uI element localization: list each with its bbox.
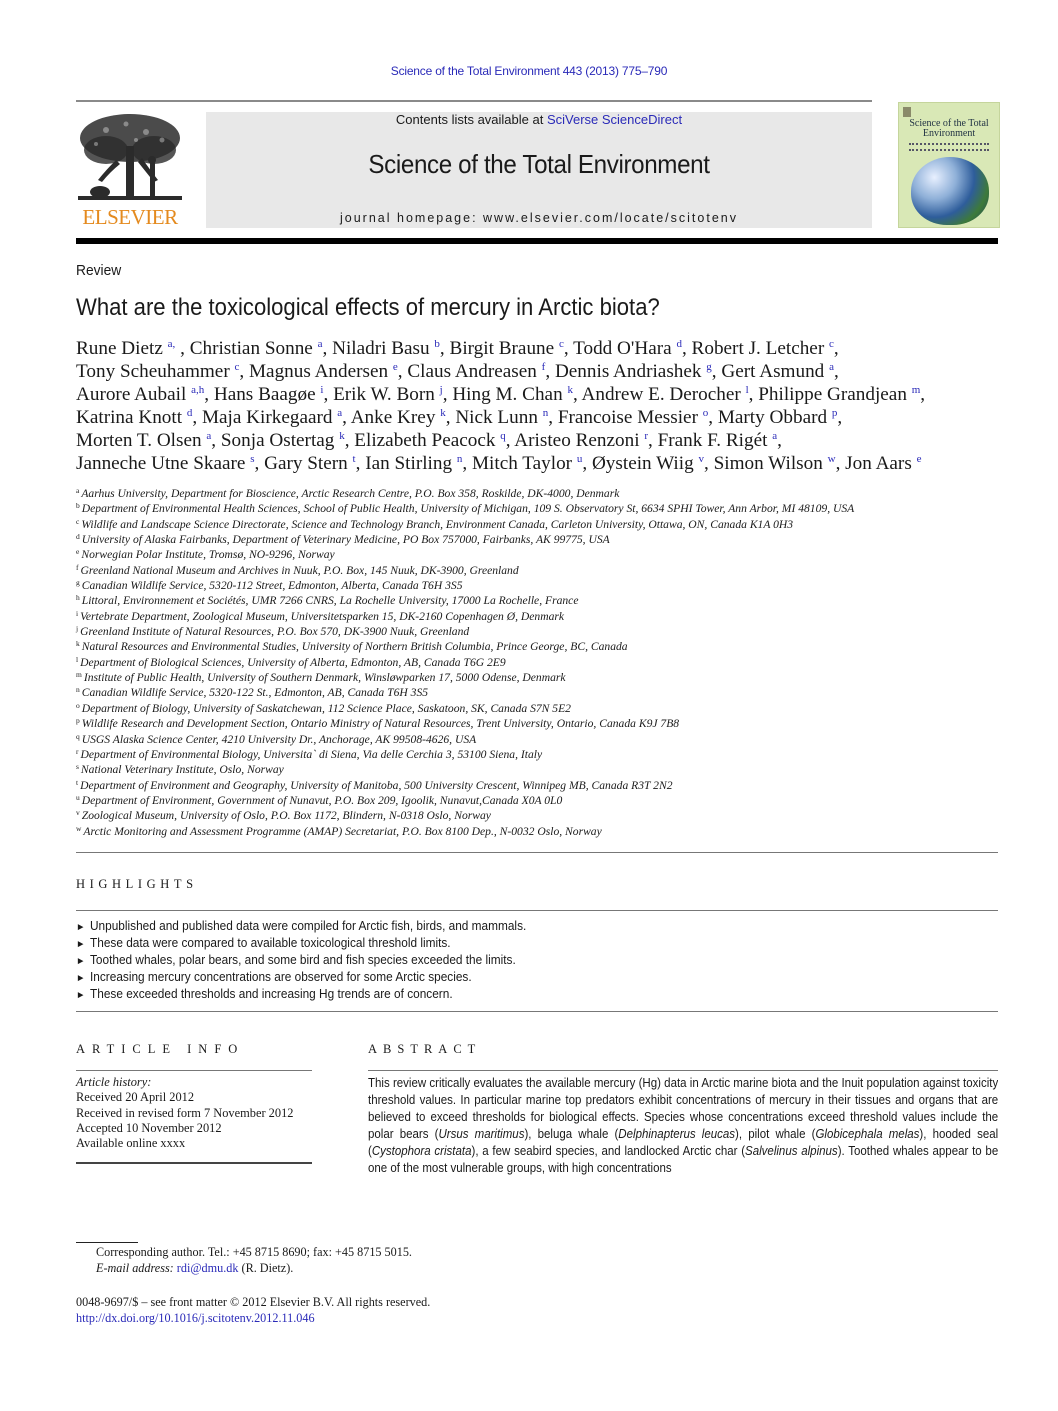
highlights-top-divider — [76, 910, 998, 911]
email-note — [96, 1261, 412, 1277]
article-type: Review — [76, 262, 122, 279]
author-line — [76, 337, 1036, 360]
author-name: Niladri Basu — [332, 338, 430, 359]
email-suffix: (R. Dietz). — [238, 1260, 294, 1275]
affiliation-key: q — [76, 731, 80, 741]
affiliation-text: Institute of Public Health, University of Southern Denmark, Winsløwparken 17, 5000 Odense, Denmark — [83, 671, 566, 685]
elsevier-logo — [76, 110, 184, 230]
species-name: Salvelinus alpinus — [745, 1144, 838, 1158]
author-name: Janneche Utne Skaare — [76, 453, 246, 475]
author-line — [76, 452, 1036, 475]
author-separator: , — [748, 384, 759, 406]
author-name: Tony Scheuhammer — [76, 361, 230, 383]
author-separator: , — [708, 407, 718, 429]
triangle-bullet-icon: ► — [76, 973, 86, 984]
author-affiliation-link[interactable]: e — [392, 361, 398, 374]
author-separator: , — [397, 361, 408, 383]
abstract-text: This review critically evaluates the available mercury (Hg) data in Arctic marine biota and the Inuit population against toxicity threshold values. In particular marine top predators exhibit concentrations of mercury in their tissues and organs that are believed to exceed thresholds for biological effects. Species whose concentrations exceed threshold values include the polar bears ( — [368, 1076, 998, 1141]
author-name: Katrina Knott — [76, 407, 183, 429]
author-separator: , — [322, 338, 333, 359]
author-separator: , — [837, 407, 843, 429]
author-separator: , — [445, 407, 456, 429]
species-name: Ursus maritimus — [438, 1127, 525, 1141]
author-name: Mitch Taylor — [471, 453, 573, 475]
author-name: Hans Baagøe — [213, 384, 316, 406]
affiliation-item — [76, 609, 1036, 624]
article-info-bottom-divider — [76, 1162, 312, 1164]
triangle-bullet-icon: ► — [76, 939, 86, 950]
affiliations-divider — [76, 852, 998, 853]
affiliation-item — [76, 747, 1036, 762]
author-separator: , — [342, 407, 351, 429]
author-separator: , — [439, 338, 450, 359]
affiliation-key: s — [76, 762, 79, 772]
abstract-heading: ABSTRACT — [368, 1042, 482, 1056]
affiliation-text: Department of Environment, Government of Nunavut, P.O. Box 209, Igoolik, Nunavut,Canada X0A 0L0 — [81, 793, 563, 807]
author-affiliation-link[interactable]: k — [567, 384, 573, 397]
author-line — [76, 406, 1036, 429]
affiliation-item — [76, 639, 1036, 654]
footnote-divider — [76, 1242, 138, 1243]
affiliation-item — [76, 793, 1036, 808]
email-label: E-mail address: — [96, 1260, 177, 1275]
author-affiliation-link[interactable]: c — [558, 338, 564, 350]
author-separator: , — [211, 430, 221, 452]
author-name: Gary Stern — [264, 453, 348, 475]
cover-title: Science of the Total Environment — [909, 118, 989, 139]
affiliation-key: m — [76, 670, 82, 680]
author-name: Ian Stirling — [365, 453, 453, 475]
affiliation-item — [76, 685, 1036, 700]
affiliation-key: u — [76, 792, 80, 802]
author-separator: , — [344, 430, 355, 452]
author-name: Jon Aars — [845, 453, 912, 475]
author-separator: , — [548, 407, 558, 429]
highlight-item — [76, 969, 526, 986]
author-affiliation-link[interactable]: n — [542, 407, 549, 420]
author-affiliation-link[interactable]: c — [234, 361, 240, 374]
affiliation-key: o — [76, 700, 80, 710]
author-affiliation-link[interactable]: c — [829, 338, 834, 350]
affiliation-key: n — [76, 685, 80, 695]
author-name: Philippe Grandjean — [758, 384, 907, 406]
author-separator: , — [204, 384, 214, 406]
author-affiliation-link[interactable]: u — [576, 453, 583, 466]
affiliation-key: d — [76, 532, 80, 542]
highlight-item — [76, 952, 526, 969]
affiliation-item — [76, 701, 1036, 716]
author-line — [76, 383, 1036, 406]
author-separator: , — [833, 338, 839, 359]
author-name: Dennis Andriashek — [554, 361, 702, 383]
affiliation-item — [76, 593, 1036, 608]
affiliation-key: p — [76, 716, 80, 726]
footnotes — [96, 1245, 412, 1276]
affiliation-text: Department of Biology, University of Saskatchewan, 112 Science Place, Saskatoon, SK, Canada S7N 5E2 — [81, 701, 571, 715]
author-affiliation-link[interactable]: a,h — [191, 384, 205, 397]
affiliation-key: t — [76, 777, 79, 787]
affiliation-item — [76, 655, 1036, 670]
highlights-heading: HIGHLIGHTS — [76, 877, 198, 891]
triangle-bullet-icon: ► — [76, 990, 86, 1001]
highlight-item — [76, 935, 526, 952]
author-separator: , — [355, 453, 366, 475]
email-link[interactable]: rdi@dmu.dk — [176, 1260, 239, 1275]
author-affiliation-link[interactable]: a — [206, 430, 212, 443]
affiliation-key: j — [76, 624, 79, 634]
affiliation-item — [76, 732, 1036, 747]
author-name: Todd O'Hara — [573, 338, 672, 359]
author-name: Hing M. Chan — [452, 384, 563, 406]
affiliation-key: l — [76, 654, 79, 664]
article-history-label: Article history: — [76, 1075, 152, 1089]
author-name: Elizabeth Peacock — [354, 430, 496, 452]
affiliation-key: w — [76, 823, 82, 833]
author-affiliation-link[interactable]: p — [831, 407, 838, 420]
author-separator: , — [704, 453, 714, 475]
copyright-notice: 0048-9697/$ – see front matter © 2012 Elsevier B.V. All rights reserved. — [76, 1295, 431, 1309]
affiliation-text: USGS Alaska Science Center, 4210 University Dr., Anchorage, AK 99508-4626, USA — [81, 732, 477, 746]
affiliation-text: Department of Environment and Geography, University of Manitoba, 500 University Crescent, Winnipeg MB, Canada R3T 2N2 — [80, 778, 673, 792]
sciencedirect-link[interactable]: SciVerse ScienceDirect — [546, 112, 683, 127]
author-line — [76, 360, 1036, 383]
affiliation-item — [76, 808, 1036, 823]
article-info-top-divider — [76, 1070, 312, 1071]
article-title: What are the toxicological effects of mercury in Arctic biota? — [76, 294, 660, 321]
journal-citation-link[interactable]: Science of the Total Environment 443 (2013) 775–790 — [390, 64, 668, 78]
abstract-text: ), pilot whale ( — [735, 1127, 816, 1141]
affiliation-text: Aarhus University, Department for Bioscience, Arctic Research Centre, P.O. Box 358, Roskilde, DK-4000, Denmark — [81, 487, 620, 500]
contents-prefix: Contents lists available at — [395, 112, 547, 127]
author-separator: , — [505, 430, 515, 452]
abstract-text: ), hooded seal ( — [368, 1127, 998, 1158]
author-affiliation-link[interactable]: a — [772, 430, 778, 443]
cover-elsevier-mark-icon — [903, 107, 911, 117]
author-separator: , — [777, 430, 782, 452]
affiliation-text: Zoological Museum, University of Oslo, P.O. Box 1172, Blindern, N-0318 Oslo, Norway — [81, 809, 491, 823]
abstract-paragraph — [368, 1075, 998, 1177]
author-name: Rune Dietz — [76, 338, 163, 359]
affiliation-list — [76, 486, 1036, 839]
author-list — [76, 337, 1036, 476]
author-affiliation-link[interactable]: e — [916, 453, 922, 466]
author-name: Magnus Andersen — [249, 361, 389, 383]
affiliation-item — [76, 501, 1036, 516]
affiliation-text: University of Alaska Fairbanks, Department of Veterinary Medicine, PO Box 757000, Fairbanks, AK 99775, USA — [81, 533, 610, 547]
author-separator: , — [572, 384, 582, 406]
affiliation-text: National Veterinary Institute, Oslo, Norway — [80, 763, 284, 777]
author-name: Anke Krey — [350, 407, 436, 429]
species-name: Delphinapterus leucas — [618, 1127, 736, 1141]
abstract-text: ). Toothed whales appear to be one of the most vulnerable groups, with high concentrations — [368, 1144, 998, 1175]
author-separator: , — [239, 361, 249, 383]
author-affiliation-link[interactable]: a — [829, 361, 834, 374]
journal-cover-image — [898, 102, 1000, 228]
author-affiliation-link[interactable]: r — [644, 430, 648, 443]
author-separator: , — [175, 338, 190, 359]
affiliation-text: Canadian Wildlife Service, 5320-122 St., Edmonton, AB, Canada T6H 3S5 — [81, 686, 429, 700]
author-separator: , — [833, 361, 839, 383]
journal-name: Science of the Total Environment — [368, 149, 710, 179]
affiliation-text: Littoral, Environnement et Sociétés, UMR 7266 CNRS, La Rochelle University, 17000 La Rochelle, France — [81, 594, 579, 608]
affiliation-key: h — [76, 593, 80, 603]
author-name: Birgit Braune — [449, 338, 555, 359]
author-affiliation-link[interactable]: d — [676, 338, 682, 350]
triangle-bullet-icon: ► — [76, 956, 86, 967]
author-name: Frank F. Rigét — [657, 430, 768, 452]
affiliation-text: Greenland National Museum and Archives in Nuuk, P.O. Box, 145 Nuuk, DK-3900, Greenland — [80, 563, 519, 577]
affiliation-item — [76, 762, 1036, 777]
affiliation-text: Department of Environmental Biology, Universita` di Siena, Via delle Cerchia 3, 53100 Siena, Italy — [80, 747, 543, 761]
history-entry: Received 20 April 2012 — [76, 1090, 195, 1105]
author-separator: , — [192, 407, 202, 429]
affiliation-item — [76, 716, 1036, 731]
highlight-item — [76, 918, 526, 935]
affiliation-text: Canadian Wildlife Service, 5320-112 Street, Edmonton, Alberta, Canada T6H 3S5 — [81, 579, 463, 593]
affiliation-item — [76, 578, 1036, 593]
author-affiliation-link[interactable]: a, — [167, 338, 176, 350]
author-affiliation-link[interactable]: q — [500, 430, 506, 443]
abstract-text: ), a few seabird species, and landlocked Arctic char ( — [471, 1144, 746, 1158]
history-entry: Available online xxxx — [76, 1136, 186, 1151]
doi-link[interactable]: http://dx.doi.org/10.1016/j.scitotenv.2012.11.046 — [76, 1311, 315, 1325]
affiliation-text: Natural Resources and Environmental Studies, University of Northern British Columbia, Prince George, BC, Canada — [81, 640, 628, 654]
highlight-text: Increasing mercury concentrations are observed for some Arctic species. — [90, 970, 472, 984]
highlight-text: Unpublished and published data were compiled for Arctic fish, birds, and mammals. — [90, 919, 527, 933]
affiliation-item — [76, 517, 1036, 532]
affiliation-key: a — [76, 486, 80, 495]
abstract-text: ), beluga whale ( — [524, 1127, 619, 1141]
author-name: Andrew E. Derocher — [581, 384, 741, 406]
affiliation-text: Department of Biological Sciences, University of Alberta, Edmonton, AB, Canada T6G 2E9 — [80, 655, 506, 669]
copyright-block — [76, 1294, 430, 1326]
article-history — [76, 1075, 312, 1151]
contents-availability — [206, 112, 872, 128]
author-affiliation-link[interactable]: w — [827, 453, 836, 466]
history-entry: Accepted 10 November 2012 — [76, 1120, 222, 1135]
affiliation-text: Greenland Institute of Natural Resources, P.O. Box 570, DK-3900 Nuuk, Greenland — [80, 625, 470, 639]
author-affiliation-link[interactable]: b — [434, 338, 440, 350]
affiliation-key: v — [76, 808, 80, 818]
author-affiliation-link[interactable]: j — [439, 384, 443, 397]
header-bottom-divider — [76, 238, 998, 244]
author-affiliation-link[interactable]: t — [352, 453, 356, 466]
affiliation-item — [76, 532, 1036, 547]
affiliation-item — [76, 778, 1036, 793]
highlight-item — [76, 986, 526, 1003]
affiliation-text: Norwegian Polar Institute, Tromsø, NO-9296, Norway — [81, 548, 335, 562]
affiliation-key: c — [76, 516, 80, 526]
author-separator: , — [711, 361, 722, 383]
affiliation-key: r — [76, 746, 79, 756]
author-name: Sonja Ostertag — [220, 430, 335, 452]
affiliation-text: Wildlife and Landscape Science Directorate, Science and Technology Branch, Environment Canada, Carleton University, Ottawa, ON, Canada K1A 0H3 — [81, 517, 794, 531]
author-separator: , — [563, 338, 574, 359]
highlights-bottom-divider — [76, 1011, 998, 1012]
cover-landscape-image — [911, 157, 989, 225]
author-line — [76, 429, 1036, 452]
affiliation-key: k — [76, 639, 80, 649]
affiliation-key: b — [76, 501, 80, 511]
author-name: Gert Asmund — [721, 361, 825, 383]
abstract-body — [368, 1075, 998, 1179]
affiliation-key: i — [76, 608, 79, 618]
affiliation-item — [76, 624, 1036, 639]
affiliation-item — [76, 670, 1036, 685]
journal-homepage[interactable]: journal homepage: www.elsevier.com/locate/scitotenv — [340, 211, 738, 225]
author-separator: , — [582, 453, 592, 475]
author-separator: , — [462, 453, 472, 475]
author-affiliation-link[interactable]: m — [911, 384, 921, 397]
author-name: Nick Lunn — [455, 407, 538, 429]
article-info-heading: ARTICLE INFO — [76, 1042, 245, 1056]
highlight-text: These exceeded thresholds and increasing Hg trends are of concern. — [90, 987, 453, 1001]
author-separator: , — [323, 384, 334, 406]
author-name: Robert J. Letcher — [691, 338, 825, 359]
author-affiliation-link[interactable]: f — [541, 361, 546, 374]
author-affiliation-link[interactable]: k — [339, 430, 345, 443]
affiliation-text: Department of Environmental Health Sciences, School of Public Health, University of Michigan, 109 S. Observatory St, 6634 SPHI Tower, Ann Arbor, MI 48109, USA — [81, 502, 855, 516]
author-affiliation-link[interactable]: i — [320, 384, 324, 397]
author-name: Claus Andreasen — [407, 361, 537, 383]
author-name: Aristeo Renzoni — [514, 430, 640, 452]
author-affiliation-link[interactable]: k — [440, 407, 446, 420]
affiliation-item — [76, 486, 1036, 501]
author-affiliation-link[interactable]: l — [745, 384, 749, 397]
author-separator: , — [254, 453, 265, 475]
author-name: Aurore Aubail — [76, 384, 187, 406]
affiliation-key: f — [76, 562, 79, 572]
author-name: Morten T. Olsen — [76, 430, 202, 452]
highlights-list — [76, 918, 555, 1003]
author-separator: , — [648, 430, 658, 452]
author-name: Maja Kirkegaard — [201, 407, 333, 429]
author-name: Simon Wilson — [713, 453, 823, 475]
author-name: Erik W. Born — [333, 384, 435, 406]
author-separator: , — [442, 384, 453, 406]
triangle-bullet-icon: ► — [76, 922, 86, 933]
highlight-text: Toothed whales, polar bears, and some bird and fish species exceeded the limits. — [90, 953, 516, 967]
author-name: Francoise Messier — [557, 407, 698, 429]
abstract-divider — [368, 1070, 998, 1071]
author-affiliation-link[interactable]: v — [698, 453, 704, 466]
author-separator: , — [545, 361, 555, 383]
elsevier-tree-icon — [76, 110, 184, 204]
affiliation-text: Wildlife Research and Development Section, Ontario Ministry of Natural Resources, Trent University, Ontario, Canada K9J 7B8 — [81, 717, 680, 731]
publisher-logo-text: ELSEVIER — [82, 205, 178, 229]
species-name: Cystophora cristata — [371, 1144, 472, 1158]
author-affiliation-link[interactable]: g — [706, 361, 712, 374]
author-affiliation-link[interactable]: o — [702, 407, 709, 420]
author-affiliation-link[interactable]: a — [317, 338, 323, 350]
affiliation-text: Arctic Monitoring and Assessment Programme (AMAP) Secretariat, P.O. Box 8100 Dep., N-0032 Oslo, Norway — [83, 824, 602, 838]
history-entry: Received in revised form 7 November 2012 — [76, 1105, 294, 1120]
affiliation-item — [76, 824, 1036, 839]
author-separator: , — [835, 453, 846, 475]
author-separator: , — [681, 338, 692, 359]
author-name: Christian Sonne — [189, 338, 313, 359]
author-name: Øystein Wiig — [591, 453, 694, 475]
affiliation-key: g — [76, 578, 80, 588]
author-affiliation-link[interactable]: n — [456, 453, 463, 466]
author-affiliation-link[interactable]: d — [186, 407, 193, 420]
author-separator: , — [920, 384, 926, 406]
affiliation-item — [76, 547, 1036, 562]
corresponding-author-note: Corresponding author. Tel.: +45 8715 8690; fax: +45 8715 5015. — [96, 1245, 412, 1259]
species-name: Globicephala melas — [815, 1127, 920, 1141]
header-top-divider — [76, 100, 872, 102]
highlight-text: These data were compared to available toxicological threshold limits. — [90, 936, 451, 950]
author-name: Marty Obbard — [717, 407, 828, 429]
cover-subtitle-lines — [909, 143, 989, 151]
affiliation-text: Vertebrate Department, Zoological Museum, Universitetsparken 15, DK-2160 Copenhagen Ø, Denmark — [80, 609, 565, 623]
affiliation-item — [76, 563, 1036, 578]
author-affiliation-link[interactable]: a — [337, 407, 343, 420]
affiliation-key: e — [76, 547, 80, 557]
author-affiliation-link[interactable]: s — [250, 453, 255, 466]
